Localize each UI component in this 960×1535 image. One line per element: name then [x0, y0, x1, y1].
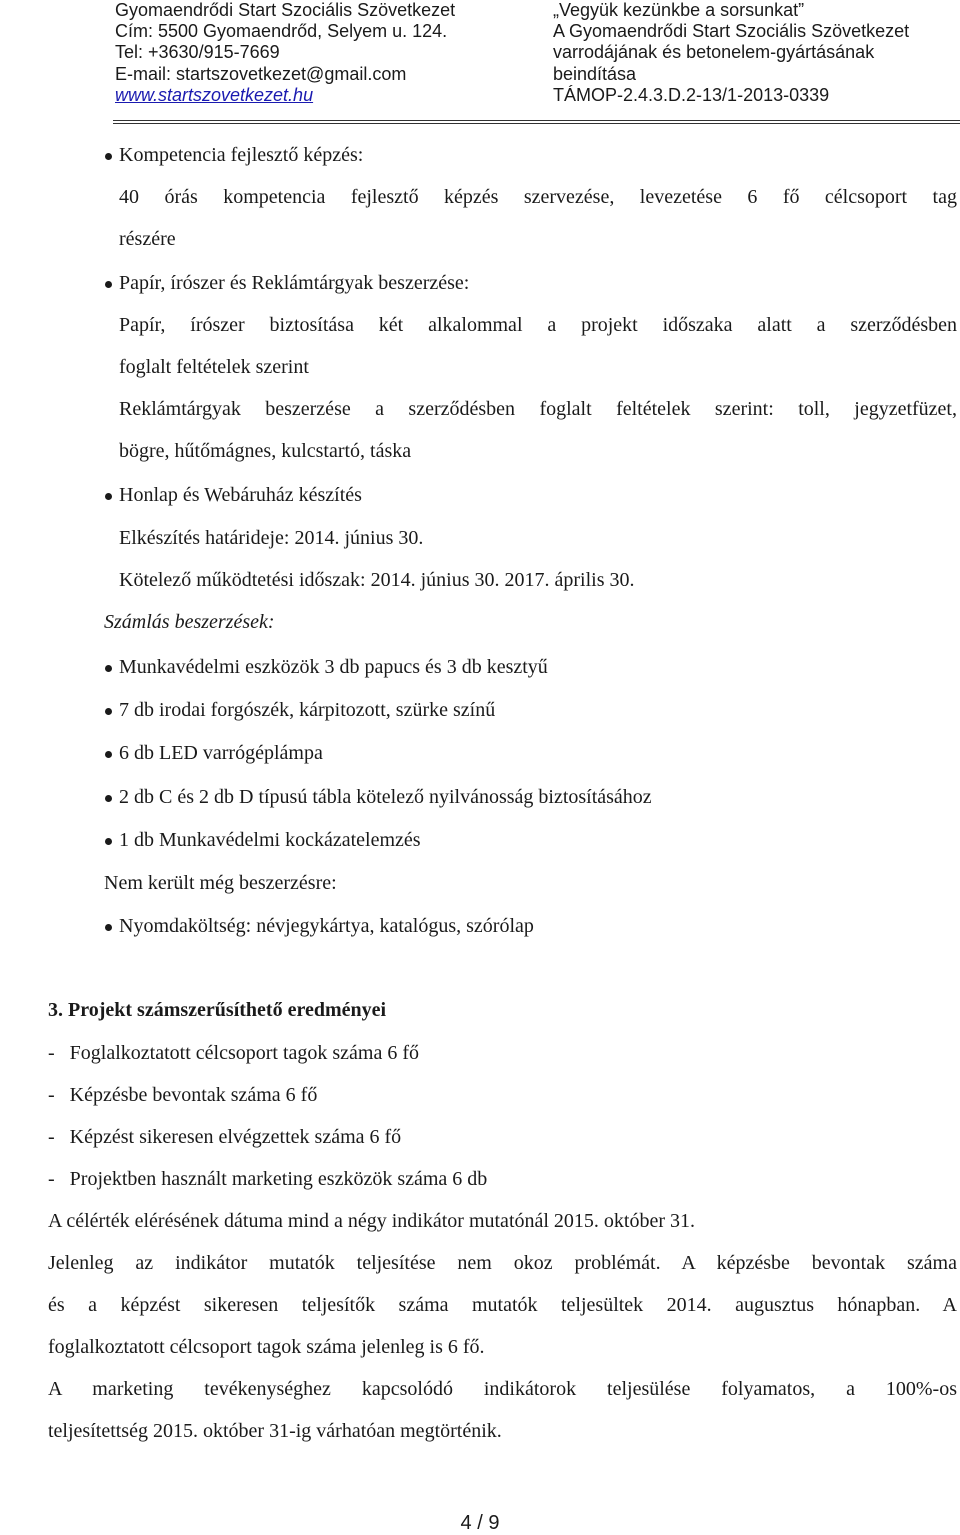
header-project-info	[553, 0, 960, 106]
section-title: Projekt számszerűsíthető eredményei	[68, 999, 387, 1021]
bullet-website: Honlap és Webáruház készítés	[119, 484, 362, 506]
header-divider	[113, 120, 960, 124]
text-line: Reklámtárgyak beszerzése a szerződésben foglalt feltételek szerint: toll, jegyzetfüzet,	[119, 398, 957, 420]
result-item: - Foglalkoztatott célcsoport tagok száma 6 fő	[48, 1042, 420, 1064]
list-item: 2 db C és 2 db D típusú tábla kötelező nyilvánosság biztosításához	[119, 786, 652, 808]
section-number: 3.	[48, 999, 63, 1021]
text-line: Elkészítés határideje: 2014. június 30.	[119, 527, 424, 549]
list-item: 7 db irodai forgószék, kárpitozott, szürke színű	[119, 699, 496, 721]
result-item: - Képzésbe bevontak száma 6 fő	[48, 1084, 318, 1106]
project-code: TÁMOP-2.4.3.D.2-13/1-2013-0339	[553, 84, 830, 105]
text-line: bögre, hűtőmágnes, kulcstartó, táska	[119, 440, 412, 462]
org-name: Gyomaendrődi Start Szociális Szövetkezet	[115, 0, 456, 20]
text-line: foglalt feltételek szerint	[119, 356, 309, 378]
not-yet-purchased-heading: Nem került még beszerzésre:	[104, 872, 337, 894]
project-desc-line-3: beindítása	[553, 63, 637, 84]
org-email: E-mail: startszovetkezet@gmail.com	[115, 63, 407, 84]
org-website-link[interactable]: www.startszovetkezet.hu	[115, 84, 314, 105]
project-title: „Vegyük kezünkbe a sorsunkat”	[553, 0, 805, 20]
bullet-paper-supplies: Papír, írószer és Reklámtárgyak beszerzése:	[119, 272, 470, 294]
paragraph-line: A marketing tevékenységhez kapcsolódó indikátorok teljesülése folyamatos, a 100%-os	[48, 1378, 957, 1400]
text-line: Papír, írószer biztosítása két alkalommal a projekt időszaka alatt a szerződésben	[119, 314, 957, 336]
list-item: 1 db Munkavédelmi kockázatelemzés	[119, 829, 421, 851]
project-desc-line-1: A Gyomaendrődi Start Szociális Szövetkezet	[553, 21, 910, 42]
text-line: részére	[119, 228, 176, 250]
org-phone: Tel: +3630/915-7669	[115, 42, 280, 63]
paragraph-line: foglalkoztatott célcsoport tagok száma jelenleg is 6 fő.	[48, 1336, 485, 1358]
bullet-competency-training: Kompetencia fejlesztő képzés:	[119, 144, 364, 166]
org-address: Cím: 5500 Gyomaendrőd, Selyem u. 124.	[115, 21, 448, 42]
result-item: - Projektben használt marketing eszközök száma 6 db	[48, 1168, 488, 1190]
project-desc-line-2: varrodájának és betonelem-gyártásának	[553, 42, 875, 63]
paragraph-line: és a képzést sikeresen teljesítők száma mutatók teljesültek 2014. augusztus hónapban. A	[48, 1294, 957, 1316]
invoiced-purchases-heading: Számlás beszerzések:	[104, 611, 275, 633]
text-line: Kötelező működtetési időszak: 2014. június 30. 2017. április 30.	[119, 569, 635, 591]
text-line: 40 órás kompetencia fejlesztő képzés szervezése, levezetése 6 fő célcsoport tag	[119, 186, 957, 208]
paragraph-line: Jelenleg az indikátor mutatók teljesítése nem okoz problémát. A képzésbe bevontak száma	[48, 1252, 957, 1274]
section-heading	[48, 998, 386, 1022]
page-number: 4 / 9	[460, 1512, 500, 1534]
paragraph-line: A célérték elérésének dátuma mind a négy indikátor mutatónál 2015. október 31.	[48, 1210, 696, 1232]
list-item: Munkavédelmi eszközök 3 db papucs és 3 db kesztyű	[119, 656, 548, 678]
list-item: 6 db LED varrógéplámpa	[119, 742, 323, 764]
result-item: - Képzést sikeresen elvégzettek száma 6 fő	[48, 1126, 402, 1148]
header-org-info	[115, 0, 545, 106]
page-header	[0, 0, 960, 126]
list-item: Nyomdaköltség: névjegykártya, katalógus, szórólap	[119, 915, 534, 937]
paragraph-line: teljesítettség 2015. október 31-ig várhatóan megtörténik.	[48, 1420, 502, 1442]
